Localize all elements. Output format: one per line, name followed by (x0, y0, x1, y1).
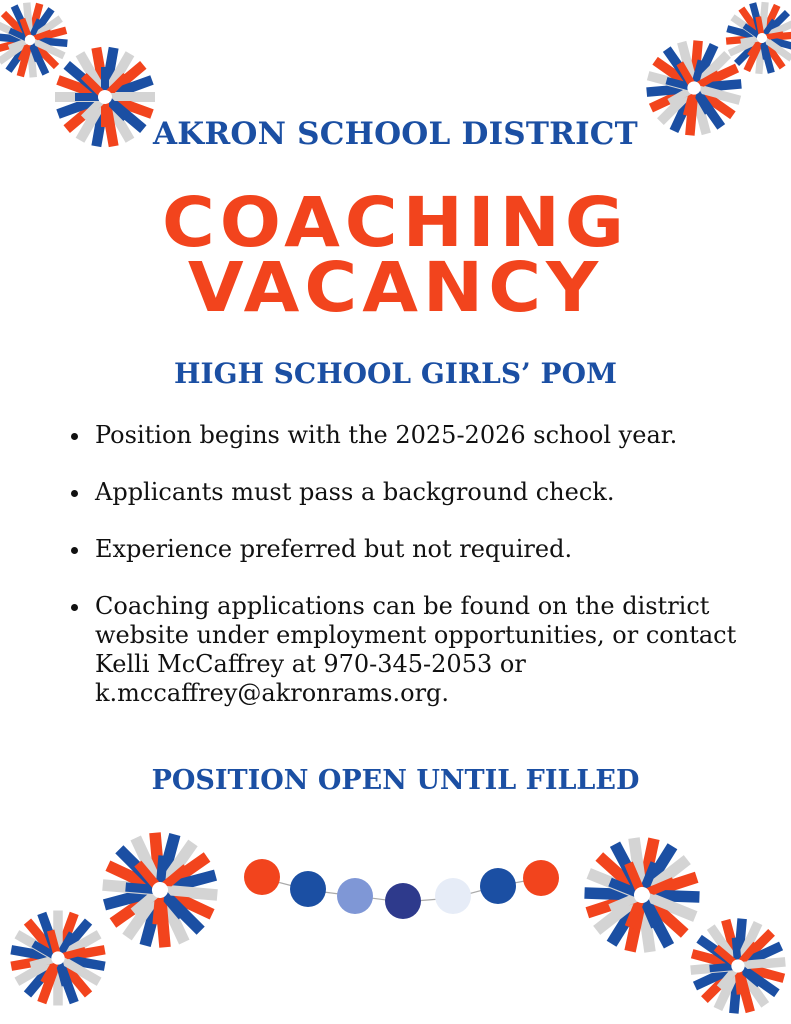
requirement-item: Applicants must pass a background check. (95, 478, 755, 507)
pompom-icon (0, 0, 76, 86)
requirements-list (95, 421, 755, 736)
open-until-filled: POSITION OPEN UNTIL FILLED (151, 765, 640, 796)
pompom-icon (680, 908, 791, 1024)
district-name: AKRON SCHOOL DISTRICT (153, 116, 638, 152)
requirement-item: Coaching applications can be found on the district website under employment opportunities, or contact Kelli McCaffrey at 970-345-2053 or k.mccaffrey@akronrams.org. (95, 592, 755, 708)
position-title: HIGH SCHOOL GIRLS’ POM (174, 357, 617, 390)
requirement-item: Position begins with the 2025-2026 school year. (95, 421, 755, 450)
headline-vacancy: VACANCY (187, 247, 604, 327)
pompom-icon (98, 828, 223, 953)
requirement-item: Experience preferred but not required. (95, 535, 755, 564)
pompom-garland-icon (244, 859, 559, 919)
headline-coaching: COACHING (161, 182, 630, 262)
pompom-icon (0, 897, 119, 1019)
pompom-icon (574, 827, 711, 963)
